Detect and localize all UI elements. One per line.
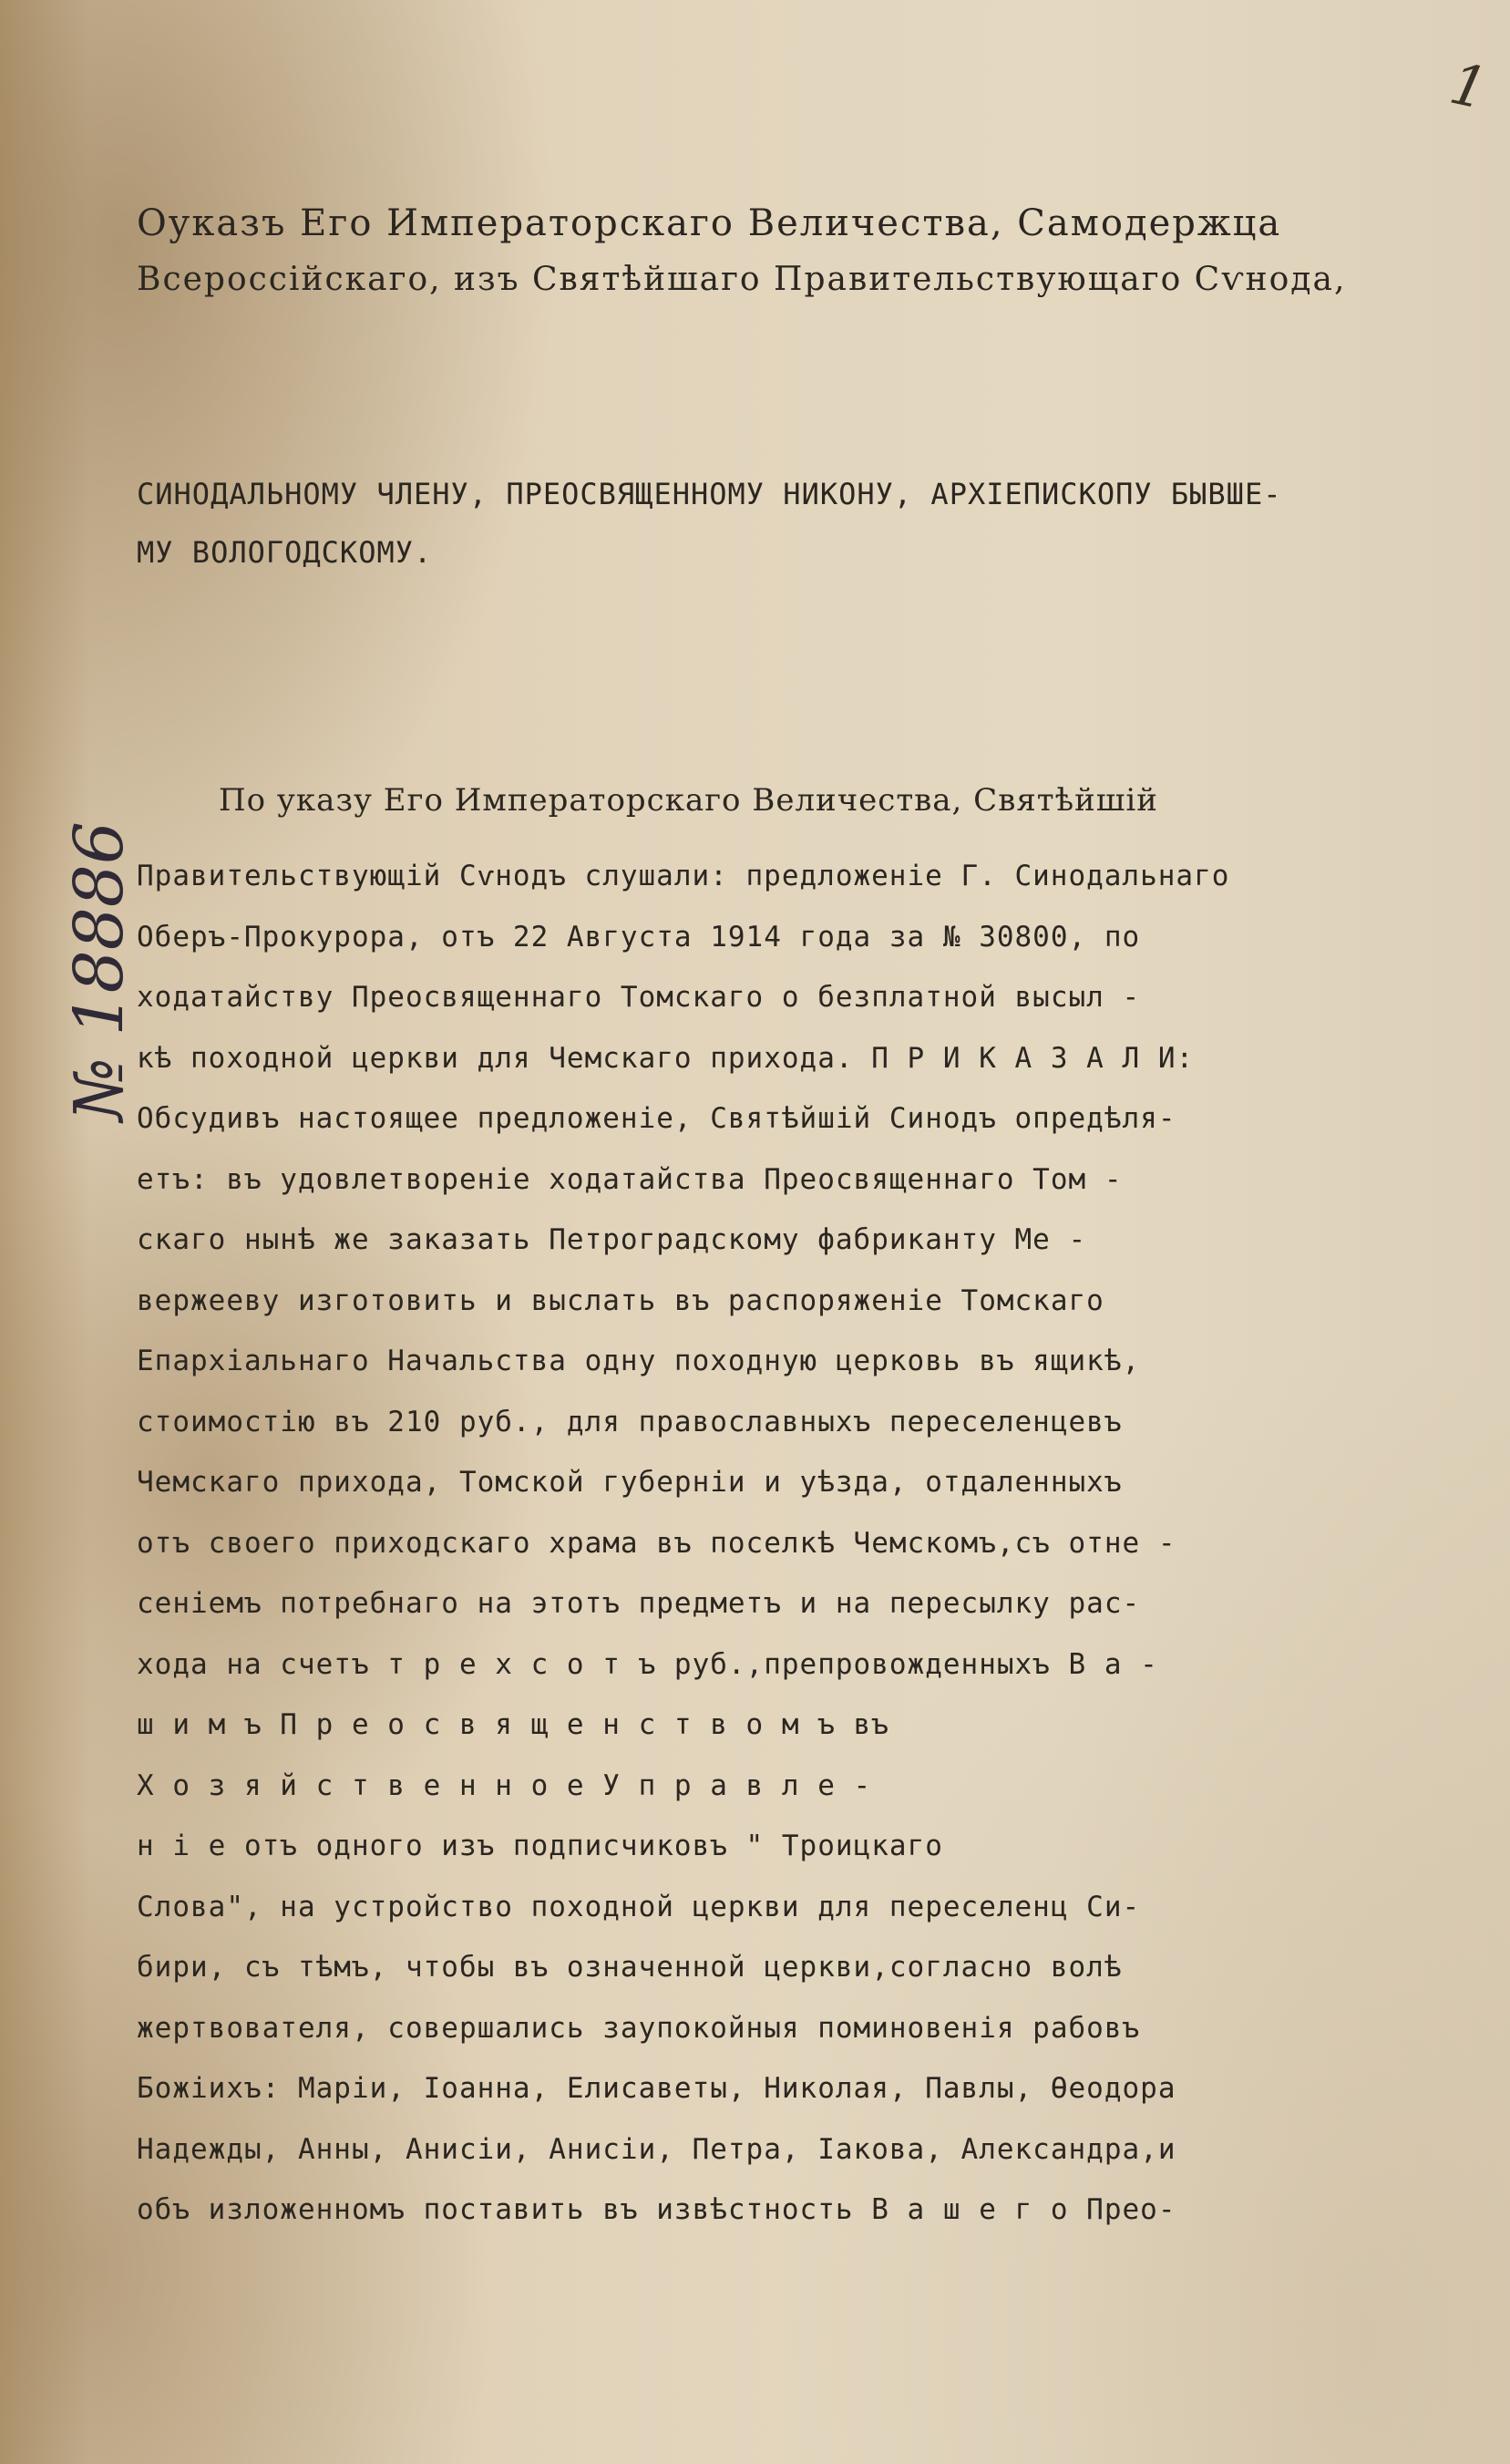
decree-intro-line: По указу Его Императорскаго Величества, Святѣйшій [219, 782, 1158, 819]
body-line: объ изложенномъ поставить въ извѣстность В а ш е г о Прео- [137, 2193, 1176, 2226]
body-line: жертвователя, совершались заупокойныя поминовенія рабовъ [137, 2011, 1141, 2045]
body-line: етъ: въ удовлетвореніе ходатайства Преосвященнаго Том - [137, 1162, 1123, 1196]
body-line: ш и м ъ П р е о с в я щ е н с т в о м ъ въ [137, 1708, 889, 1741]
header-line-1: Оуказъ Его Императорскаго Величества, Самодержца [137, 202, 1282, 244]
addressee-block [137, 465, 1412, 582]
body-line: Божіихъ: Маріи, Іоанна, Елисаветы, Николая, Павлы, Ѳеодора [137, 2072, 1176, 2105]
body-line: Епархіальнаго Начальства одну походную церковь въ ящикѣ, [137, 1345, 1141, 1377]
body-line: хода на счетъ т р е х с о т ъ руб.,препровожденныхъ В а - [137, 1647, 1158, 1681]
body-line: Чемскаго прихода, Томской губерніи и уѣзда, отдаленныхъ [137, 1466, 1123, 1499]
body-line: Х о з я й с т в е н н о е У п р а в л е - [137, 1768, 872, 1802]
body-line: стоимостію въ 210 руб., для православныхъ переселенцевъ [137, 1405, 1123, 1438]
body-line: Слова", на устройство походной церкви для переселенц Си- [137, 1890, 1141, 1923]
registry-stamp-number: № 18886 [60, 821, 139, 1121]
body-line: н і е отъ одного изъ подписчиковъ " Троицкаго [137, 1830, 943, 1862]
body-line: вержееву изготовить и выслать въ распоряженіе Томскаго [137, 1284, 1104, 1317]
body-line: Обсудивъ настоящее предложеніе, Святѣйшій Синодъ опредѣля- [137, 1102, 1176, 1135]
body-line: бири, съ тѣмъ, чтобы въ означенной церкви,согласно волѣ [137, 1951, 1123, 1984]
header-line-2: Всероссійскаго, изъ Святѣйшаго Правительствующаго Сѵнода, [137, 261, 1347, 298]
body-line: Надежды, Анны, Анисіи, Анисіи, Петра, Іакова, Александра,и [137, 2132, 1176, 2166]
addressee-line-1: СИНОДАЛЬНОМУ ЧЛЕНУ, ПРЕОСВЯЩЕННОМУ НИКОНУ, АРХІЕПИСКОПУ БЫВШЕ- [137, 477, 1282, 511]
decree-body [137, 846, 1394, 2241]
body-line: скаго нынѣ же заказать Петроградскому фабриканту Ме - [137, 1223, 1087, 1256]
body-line: кѣ походной церкви для Чемскаго прихода. П Р И К А З А Л И: [137, 1041, 1195, 1075]
body-line: отъ своего приходскаго храма въ поселкѣ Чемскомъ,съ отне - [137, 1526, 1176, 1560]
body-line: Оберъ-Прокурора, отъ 22 Августа 1914 года за № 30800, по [137, 920, 1141, 954]
addressee-line-2: МУ ВОЛОГОДСКОМУ. [137, 535, 433, 570]
folio-number: 1 [1443, 49, 1494, 123]
body-line: ходатайству Преосвященнаго Томскаго о безплатной высыл - [137, 981, 1141, 1014]
body-line: сеніемъ потребнаго на этотъ предметъ и на пересылку рас- [137, 1587, 1141, 1620]
body-line: Правительствующій Сѵнодъ слушали: предложеніе Г. Синодальнаго [137, 860, 1230, 892]
